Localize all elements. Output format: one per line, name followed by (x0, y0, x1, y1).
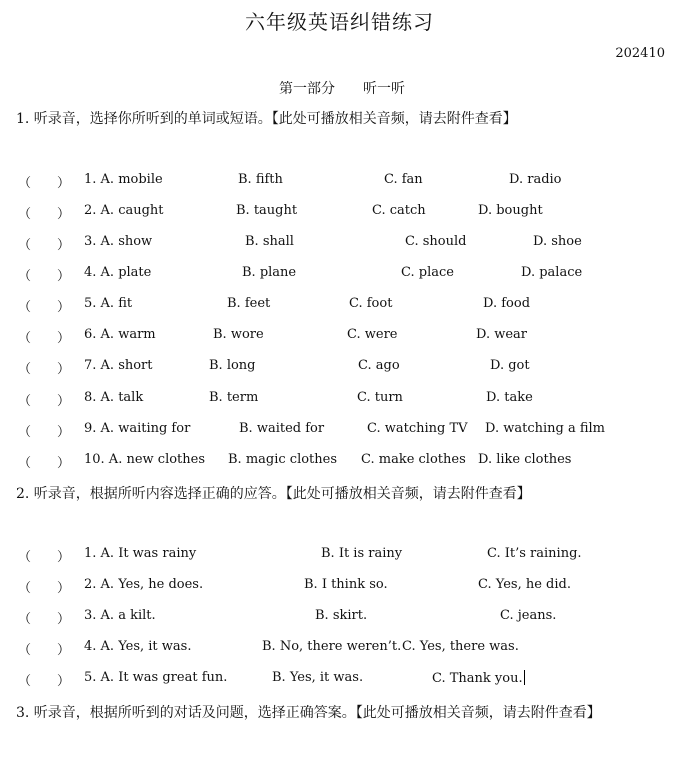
section1-item-answer-blank[interactable]: （ ） (18, 456, 71, 471)
section1-item-option-a: 8. A. talk (84, 390, 144, 405)
part-heading: 第一部分 听一听 (279, 81, 405, 97)
section2-item-answer-blank[interactable]: （ ） (18, 643, 71, 658)
section1-item-option-b: B. term (209, 390, 259, 405)
section1-item-option-b: B. plane (242, 265, 297, 280)
section1-item-option-b: B. taught (236, 203, 298, 218)
section1-item-option-b: B. shall (245, 234, 294, 249)
section1-item-option-b: B. magic clothes (228, 452, 338, 467)
section1-item-option-b: B. fifth (238, 172, 283, 187)
section1-item-answer-blank[interactable]: （ ） (18, 207, 71, 222)
section1-item-option-c: C. place (401, 265, 454, 280)
section1-item-option-c: C. should (405, 234, 467, 249)
section1-item-option-d: D. like clothes (478, 452, 572, 467)
section2-instruction: 2. 听录音，根据所听内容选择正确的应答。【此处可播放相关音频，请去附件查看】 (16, 486, 531, 502)
section2-item-option-c: C. Thank you. (432, 671, 523, 686)
section1-item-option-d: D. bought (478, 203, 543, 218)
document-title: 六年级英语纠错练习 (245, 10, 434, 34)
section1-item-option-c: C. turn (357, 390, 403, 405)
section1-item-option-c: C. foot (349, 296, 393, 311)
section2-item-option-b: B. It is rainy (321, 546, 403, 561)
section1-item-answer-blank[interactable]: （ ） (18, 176, 71, 191)
section1-item-option-a: 9. A. waiting for (84, 421, 191, 436)
section2-item-answer-blank[interactable]: （ ） (18, 581, 71, 596)
section1-item-option-c: C. fan (384, 172, 423, 187)
section2-item-answer-blank[interactable]: （ ） (18, 674, 71, 689)
section2-item-option-b: B. Yes, it was. (272, 670, 364, 685)
section1-item-option-d: D. watching a film (485, 421, 606, 436)
document-code: 202410 (615, 46, 665, 61)
section1-item-option-a: 10. A. new clothes (84, 452, 206, 467)
section2-item-option-c: C. jeans. (500, 608, 557, 623)
section2-item-option-b: B. No, there weren’t. (262, 639, 402, 654)
section2-item-option-a: 4. A. Yes, it was. (84, 639, 192, 654)
section2-item-option-a: 5. A. It was great fun. (84, 670, 228, 685)
section1-item-option-d: D. wear (476, 327, 528, 342)
section2-item-answer-blank[interactable]: （ ） (18, 612, 71, 627)
section2-item-option-b: B. I think so. (304, 577, 388, 592)
section1-item-option-c: C. catch (372, 203, 426, 218)
section1-item-answer-blank[interactable]: （ ） (18, 238, 71, 253)
section1-item-answer-blank[interactable]: （ ） (18, 300, 71, 315)
section1-item-option-d: D. food (483, 296, 531, 311)
section1-item-option-d: D. palace (521, 265, 583, 280)
section1-item-option-a: 4. A. plate (84, 265, 152, 280)
section1-item-option-d: D. shoe (533, 234, 582, 249)
section1-item-option-c: C. watching TV (367, 421, 468, 436)
section2-item-answer-blank[interactable]: （ ） (18, 550, 71, 565)
section1-item-option-a: 5. A. fit (84, 296, 133, 311)
section1-item-answer-blank[interactable]: （ ） (18, 269, 71, 284)
section2-item-option-c: C. Yes, he did. (478, 577, 571, 592)
section1-item-option-d: D. radio (509, 172, 562, 187)
section2-item-option-b: B. skirt. (315, 608, 368, 623)
section1-item-option-b: B. feet (227, 296, 271, 311)
section1-instruction: 1. 听录音，选择你所听到的单词或短语。【此处可播放相关音频，请去附件查看】 (16, 111, 517, 127)
section1-item-option-b: B. waited for (239, 421, 325, 436)
section2-item-option-a: 3. A. a kilt. (84, 608, 156, 623)
section1-item-option-a: 6. A. warm (84, 327, 156, 342)
text-cursor (524, 670, 525, 685)
section1-item-option-c: C. make clothes (361, 452, 466, 467)
section1-item-option-c: C. were (347, 327, 398, 342)
section1-item-option-a: 7. A. short (84, 358, 153, 373)
section1-item-answer-blank[interactable]: （ ） (18, 331, 71, 346)
section3-instruction: 3. 听录音，根据所听到的对话及问题，选择正确答案。【此处可播放相关音频，请去附件查看】 (16, 705, 601, 721)
section1-item-option-d: D. got (490, 358, 530, 373)
section1-item-answer-blank[interactable]: （ ） (18, 362, 71, 377)
section1-item-option-a: 1. A. mobile (84, 172, 163, 187)
section2-item-option-a: 2. A. Yes, he does. (84, 577, 204, 592)
section1-item-answer-blank[interactable]: （ ） (18, 394, 71, 409)
section1-item-option-a: 3. A. show (84, 234, 153, 249)
section1-item-option-c: C. ago (358, 358, 400, 373)
section2-item-option-a: 1. A. It was rainy (84, 546, 197, 561)
section1-item-option-b: B. long (209, 358, 256, 373)
section1-item-answer-blank[interactable]: （ ） (18, 425, 71, 440)
section1-item-option-a: 2. A. caught (84, 203, 164, 218)
section1-item-option-d: D. take (486, 390, 533, 405)
section2-item-option-c: C. It’s raining. (487, 546, 582, 561)
section2-item-option-c: C. Yes, there was. (402, 639, 519, 654)
section1-item-option-b: B. wore (213, 327, 264, 342)
